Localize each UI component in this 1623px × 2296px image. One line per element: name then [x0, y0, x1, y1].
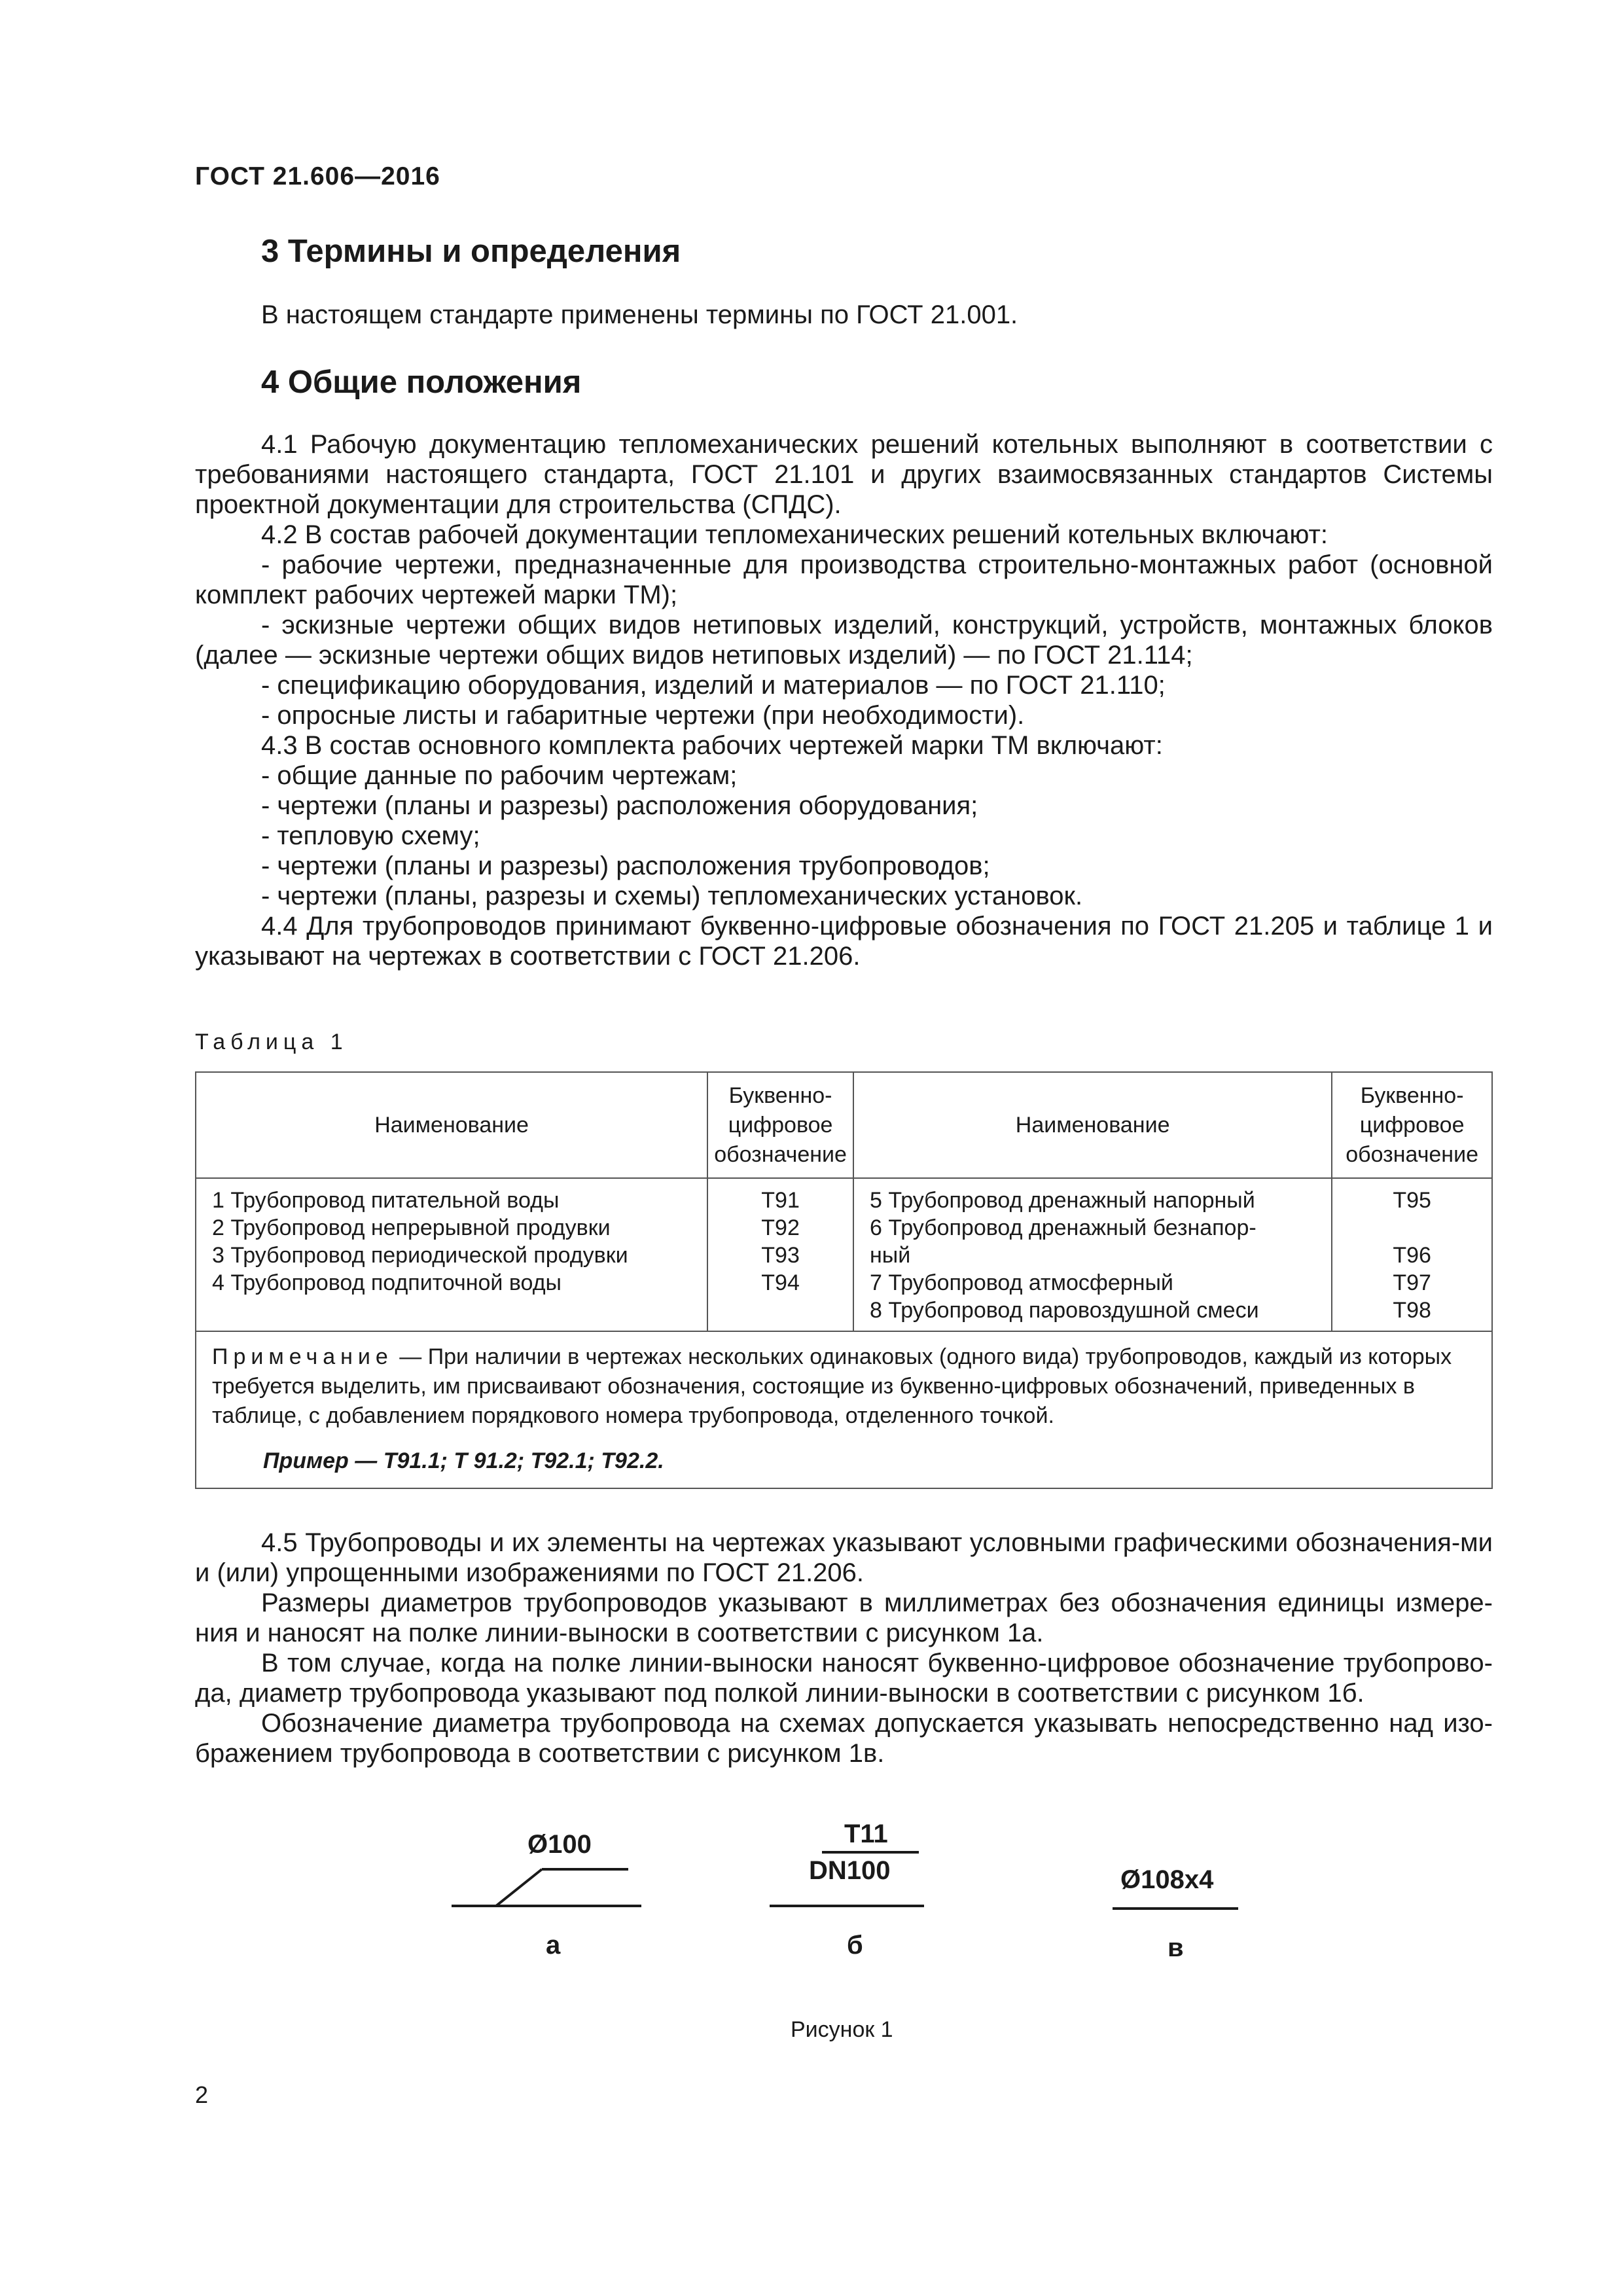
list-item: - рабочие чертежи, предназначенные для производства строительно-монтажных работ (основной комплект рабочих чертежей марки ТМ); — [195, 550, 1493, 609]
note-text: — При наличии в чертежах нескольких одинаковых (одного вида) трубопроводов, каждый из которых требуется выделить, им присваивают обозначения, состоящие из буквенно-цифровых обозначений, приведенных в таблице, с добавлением порядкового номера трубопровода, отделенного точкой. — [212, 1344, 1452, 1428]
paragraph-4-4: 4.4 Для трубопроводов принимают буквенно-цифровые обозначения по ГОСТ 21.205 и таблице 1 и указывают на чертежах в соответствии с ГОСТ 21.206. — [195, 912, 1493, 971]
table-note — [196, 1331, 1492, 1488]
figure-a-leader-line — [452, 1857, 648, 1916]
paragraph-4-2: 4.2 В состав рабочей документации тепломеханических решений котельных включают: — [261, 520, 1328, 549]
figure-b-designation: Т11 — [844, 1820, 888, 1848]
table-header-name: Наименование — [853, 1072, 1332, 1178]
list-item: - общие данные по рабочим чертежам; — [261, 761, 738, 790]
figure-caption: Рисунок 1 — [791, 2017, 893, 2042]
table-row: 7 Трубопровод атмосферный — [870, 1270, 1173, 1295]
figure-a-label: а — [546, 1931, 561, 1960]
table-row: 1 Трубопровод питательной воды — [212, 1188, 560, 1213]
table-row: 3 Трубопровод периодической продувки — [212, 1243, 628, 1268]
list-item: - чертежи (планы и разрезы) расположения трубопроводов; — [261, 852, 990, 880]
table-header-code: Буквенно- цифровое обозначение — [707, 1072, 853, 1178]
figure-a-diameter: Ø100 — [527, 1830, 592, 1859]
table-left-codes: Т91 Т92 Т93 Т94 — [707, 1178, 853, 1331]
table-left-names — [196, 1178, 707, 1331]
list-item: - чертежи (планы, разрезы и схемы) тепломеханических установок. — [261, 882, 1083, 910]
list-item: - тепловую схему; — [261, 821, 480, 850]
note-example: Пример — Т91.1; Т 91.2; Т92.1; Т92.2. — [263, 1448, 664, 1473]
figure-c-diameter: Ø108x4 — [1120, 1865, 1214, 1894]
pipeline-designation-table — [195, 1071, 1493, 1489]
figure-b-label: б — [847, 1931, 863, 1960]
list-item: - эскизные чертежи общих видов нетиповых изделий, конструкций, устройств, монтажных блоков (далее — эскизные чертежи общих видов нетиповых изделий) — по ГОСТ 21.114; — [195, 611, 1493, 670]
paragraph-4-5-leader: В том случае, когда на полке линии-выноски наносят буквенно-цифровое обозначение трубопрово-да, диаметр трубопровода указывают под полкой линии-выноски в соответствии с рисунком 1б. — [195, 1649, 1493, 1708]
list-item: - спецификацию оборудования, изделий и материалов — по ГОСТ 21.110; — [261, 671, 1166, 700]
figure-c-label: в — [1168, 1933, 1184, 1962]
table-caption: Таблица 1 — [195, 1030, 348, 1054]
list-item: - опросные листы и габаритные чертежи (при необходимости). — [261, 701, 1025, 730]
page-number: 2 — [195, 2081, 209, 2108]
note-label: Примечание — [212, 1344, 393, 1369]
table-row: 6 Трубопровод дренажный безнапор- — [870, 1215, 1257, 1240]
paragraph-4-5-diameters: Размеры диаметров трубопроводов указывают в миллиметрах без обозначения единицы измере-ния и наносят на полке линии-выноски в соответствии с рисунком 1а. — [195, 1588, 1493, 1647]
paragraph-4-1: 4.1 Рабочую документацию тепломеханических решений котельных выполняют в соответствии с требованиями настоящего стандарта, ГОСТ 21.101 и других взаимосвязанных стандартов Системы проектной документации для строительства (СПДС). — [195, 430, 1493, 519]
table-row: ный — [870, 1243, 911, 1268]
table-row: 5 Трубопровод дренажный напорный — [870, 1188, 1255, 1213]
paragraph-4-5-schemes: Обозначение диаметра трубопровода на схемах допускается указывать непосредственно над изо-бражением трубопровода в соответствии с рисунком 1в. — [195, 1709, 1493, 1768]
table-row: 4 Трубопровод подпиточной воды — [212, 1270, 562, 1295]
table-header-name: Наименование — [196, 1072, 707, 1178]
table-header-code: Буквенно- цифровое обозначение — [1332, 1072, 1492, 1178]
table-right-codes: Т95 Т96 Т97 Т98 — [1332, 1178, 1492, 1331]
table-right-names — [853, 1178, 1332, 1331]
section-3-text: В настоящем стандарте применены термины по ГОСТ 21.001. — [261, 300, 1018, 329]
section-4-title: 4 Общие положения — [261, 365, 582, 400]
table-row: 2 Трубопровод непрерывной продувки — [212, 1215, 611, 1240]
figure-b-diameter: DN100 — [809, 1856, 891, 1885]
list-item: - чертежи (планы и разрезы) расположения оборудования; — [261, 791, 978, 820]
paragraph-4-5: 4.5 Трубопроводы и их элементы на чертежах указывают условными графическими обозначения-ми и (или) упрощенными изображениями по ГОСТ 21.206. — [195, 1528, 1493, 1587]
table-row: 8 Трубопровод паровоздушной смеси — [870, 1298, 1259, 1323]
section-3-title: 3 Термины и определения — [261, 234, 681, 269]
document-header: ГОСТ 21.606—2016 — [195, 162, 440, 190]
figure-c-pipe-line — [1113, 1905, 1243, 1912]
paragraph-4-3: 4.3 В состав основного комплекта рабочих чертежей марки ТМ включают: — [261, 731, 1163, 760]
